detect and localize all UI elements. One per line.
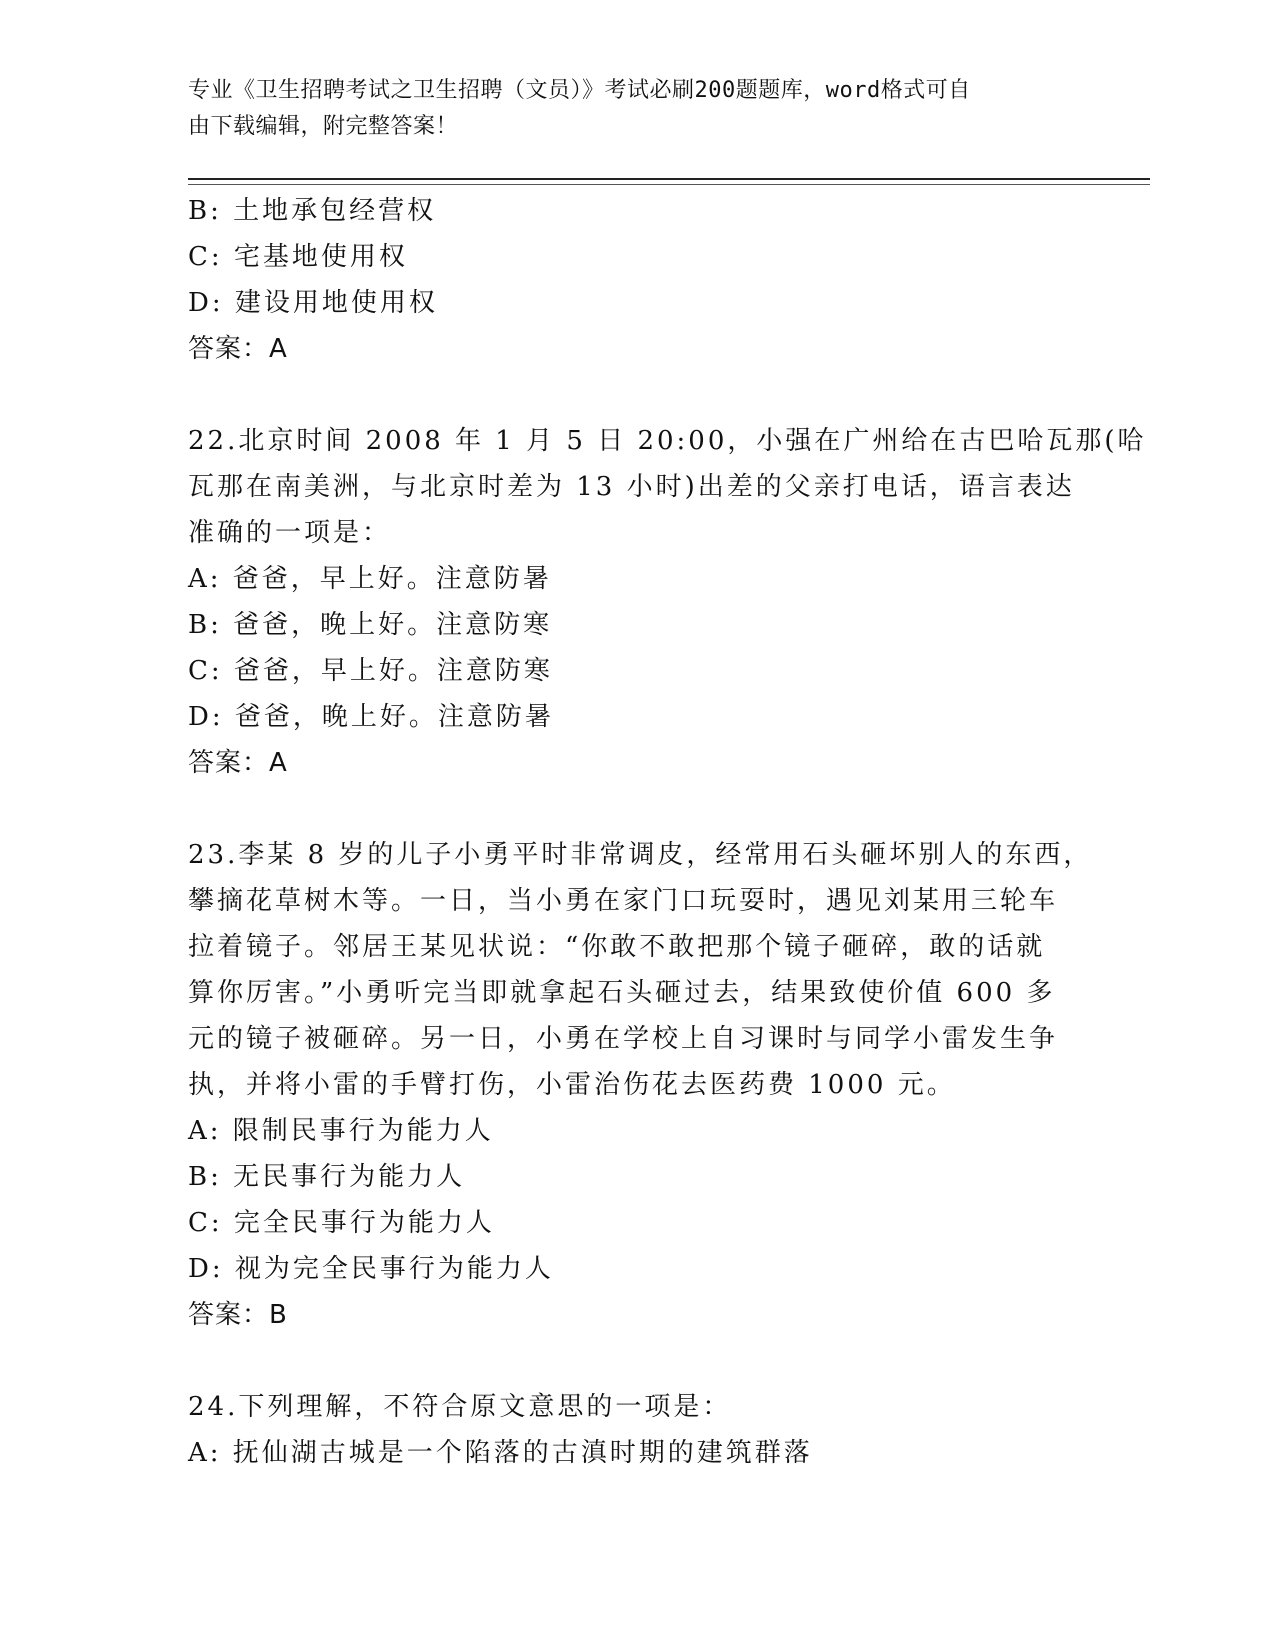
- answer-line: 答案：A: [188, 334, 288, 364]
- question-content: [188, 188, 1147, 1476]
- answer-line: 答案：B: [188, 1300, 288, 1330]
- option-d: D: 爸爸，晚上好。注意防暑: [188, 702, 554, 732]
- option-b: B: 土地承包经营权: [188, 196, 437, 226]
- question-stem-line: 攀摘花草树木等。一日，当小勇在家门口玩耍时，遇见刘某用三轮车: [188, 886, 1059, 916]
- question-stem-line: 拉着镜子。邻居王某见状说：“你敢不敢把那个镜子砸碎，敢的话就: [188, 932, 1046, 962]
- question-22: [188, 418, 1147, 786]
- header-line-1: 专业《卫生招聘考试之卫生招聘（文员）》考试必刷200题题库，word格式可自: [188, 78, 971, 103]
- spacer: [188, 372, 1088, 418]
- header-line-2: 由下载编辑，附完整答案！: [188, 114, 459, 139]
- document-header: [188, 73, 1068, 145]
- option-c: C: 爸爸，早上好。注意防寒: [188, 656, 553, 686]
- option-c: C: 宅基地使用权: [188, 242, 408, 272]
- question-24: [188, 1384, 1088, 1476]
- question-stem-line: 瓦那在南美洲，与北京时差为 13 小时)出差的父亲打电话，语言表达: [188, 472, 1075, 502]
- question-stem-line: 算你厉害。”小勇听完当即就拿起石头砸过去，结果致使价值 600 多: [188, 978, 1056, 1008]
- question-stem-line: 执，并将小雷的手臂打伤，小雷治伤花去医药费 1000 元。: [188, 1070, 956, 1100]
- question-stem-line: 22.北京时间 2008 年 1 月 5 日 20:00，小强在广州给在古巴哈瓦那(哈: [188, 426, 1147, 456]
- question-stem-line: 24.下列理解，不符合原文意思的一项是：: [188, 1392, 732, 1422]
- question-stem-line: 准确的一项是：: [188, 518, 392, 548]
- question-23: [188, 832, 1093, 1338]
- option-c: C: 完全民事行为能力人: [188, 1208, 495, 1238]
- option-b: B: 无民事行为能力人: [188, 1162, 466, 1192]
- answer-line: 答案：A: [188, 748, 288, 778]
- question-stem-line: 元的镜子被砸碎。另一日，小勇在学校上自习课时与同学小雷发生争: [188, 1024, 1059, 1054]
- spacer: [188, 1338, 1088, 1384]
- question-stem-line: 23.李某 8 岁的儿子小勇平时非常调皮，经常用石头砸坏别人的东西，: [188, 840, 1093, 870]
- option-d: D: 建设用地使用权: [188, 288, 438, 318]
- option-b: B: 爸爸，晚上好。注意防寒: [188, 610, 553, 640]
- header-divider-thin: [188, 184, 1150, 185]
- header-divider-thick: [188, 178, 1150, 180]
- question-21: [188, 188, 1088, 372]
- option-a: A: 爸爸，早上好。注意防暑: [188, 564, 552, 594]
- spacer: [188, 786, 1088, 832]
- option-a: A: 抚仙湖古城是一个陷落的古滇时期的建筑群落: [188, 1438, 813, 1468]
- option-d: D: 视为完全民事行为能力人: [188, 1254, 554, 1284]
- option-a: A: 限制民事行为能力人: [188, 1116, 494, 1146]
